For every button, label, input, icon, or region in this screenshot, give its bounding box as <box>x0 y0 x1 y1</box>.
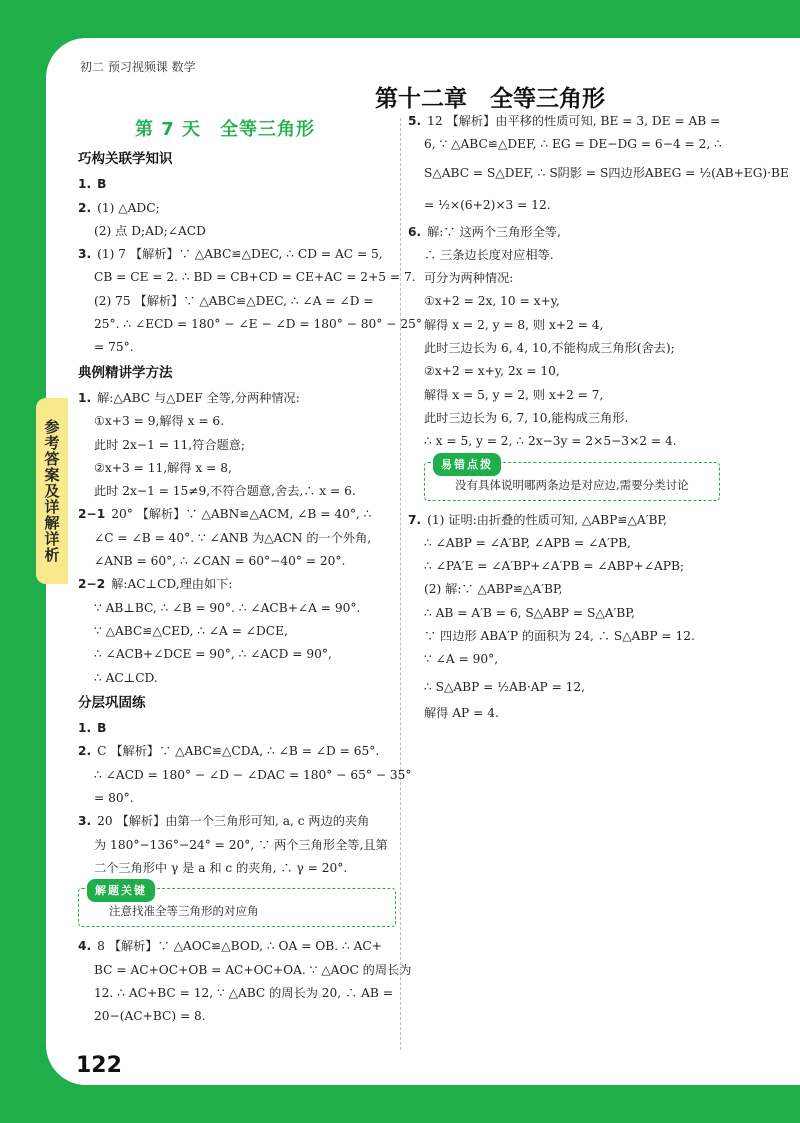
tip-text: 没有具体说明哪两条边是对应边,需要分类讨论 <box>455 477 689 492</box>
running-header: 初二 预习视频课 数学 <box>80 60 196 74</box>
answer-1: 1. B <box>78 177 107 192</box>
answer-5-line: = ½×(6+2)×3 = 12. <box>424 197 551 212</box>
answer-7-line: ∵ ∠A = 90°, <box>424 652 499 667</box>
example-1-line: ②x+3 = 11,解得 x = 8, <box>94 460 232 475</box>
answer-7-line: ∴ ∠PA′E = ∠A′BP+∠A′PB = ∠ABP+∠APB; <box>424 559 685 574</box>
example-2-2-line: ∵ AB⊥BC, ∴ ∠B = 90°. ∴ ∠ACB+∠A = 90°. <box>94 600 361 615</box>
tip-box-key <box>78 884 396 927</box>
answer-3-line: CB = CE = 2. ∴ BD = CB+CD = CE+AC = 2+5 = 7. <box>94 270 416 285</box>
tip-label: 解题关键 <box>87 879 155 902</box>
exercise-4-line: BC = AC+OC+OB = AC+OC+OA. ∵ △AOC 的周长为 <box>94 962 412 977</box>
answer-3-line: = 75°. <box>94 340 134 355</box>
answer-2-line: (2) 点 D;AD;∠ACD <box>94 223 206 238</box>
tip-text: 注意找准全等三角形的对应角 <box>109 904 259 919</box>
example-1-line: ①x+3 = 9,解得 x = 6. <box>94 414 225 429</box>
column-divider <box>400 118 401 1050</box>
tip-label: 易错点拨 <box>433 453 501 476</box>
example-2-1-line: ∠ANB = 60°, ∴ ∠CAN = 60°−40° = 20°. <box>94 554 346 569</box>
answer-3: 3. (1) 7 【解析】∵ △ABC≌△DEC, ∴ CD = AC = 5, <box>78 247 383 262</box>
exercise-1: 1. B <box>78 721 107 736</box>
answer-7-line: 解得 AP = 4. <box>424 705 499 720</box>
exercise-2-line: ∴ ∠ACD = 180° − ∠D − ∠DAC = 180° − 65° − 35° <box>94 767 412 782</box>
answer-6-line: ①x+2 = 2x, 10 = x+y, <box>424 294 560 309</box>
example-2-2-line: ∵ △ABC≌△CED, ∴ ∠A = ∠DCE, <box>94 623 288 638</box>
example-1: 1. 解:△ABC 与△DEF 全等,分两种情况: <box>78 390 300 405</box>
side-tab: 参考答案及详解详析 <box>36 398 68 584</box>
answer-7-line: ∴ AB = A′B = 6, S△ABP = S△A′BP, <box>424 605 635 620</box>
example-2-2-line: ∴ AC⊥CD. <box>94 670 158 685</box>
answer-3-line: (2) 75 【解析】∵ △ABC≌△DEC, ∴ ∠A = ∠D = <box>94 293 374 308</box>
example-2-2-line: ∴ ∠ACB+∠DCE = 90°, ∴ ∠ACD = 90°, <box>94 647 332 662</box>
answer-6-line: 此时三边长为 6, 7, 10,能构成三角形. <box>424 410 629 425</box>
exercise-3: 3. 20 【解析】由第一个三角形可知, a, c 两边的夹角 <box>78 814 370 829</box>
page-number: 122 <box>76 1053 122 1078</box>
example-2-1-line: ∠C = ∠B = 40°. ∵ ∠ANB 为△ACN 的一个外角, <box>94 530 372 545</box>
left-column <box>78 146 422 1028</box>
example-2-1: 2−1 20° 【解析】∵ △ABN≌△ACM, ∠B = 40°, ∴ <box>78 507 372 522</box>
chapter-title: 第十二章 全等三角形 <box>375 86 605 112</box>
answer-6-line: ∴ x = 5, y = 2, ∴ 2x−3y = 2×5−3×2 = 4. <box>424 434 677 449</box>
answer-7-line: (2) 解:∵ △ABP≌△A′BP, <box>424 582 563 597</box>
answer-3-line: 25°. ∴ ∠ECD = 180° − ∠E − ∠D = 180° − 80° − 25° <box>94 317 422 332</box>
section-heading: 分层巩固练 <box>78 694 146 711</box>
answer-6-line: ∴ 三条边长度对应相等. <box>424 247 554 262</box>
exercise-2: 2. C 【解析】∵ △ABC≌△CDA, ∴ ∠B = ∠D = 65°. <box>78 744 380 759</box>
example-1-line: 此时 2x−1 = 11,符合题意; <box>94 437 246 452</box>
answer-7-line: ∵ 四边形 ABA′P 的面积为 24, ∴ S△ABP = 12. <box>424 629 695 644</box>
answer-5-line: S△ABC = S△DEF, ∴ S阴影 = S四边形ABEG = ½(AB+EG)·BE <box>424 165 789 180</box>
answer-7-line: ∴ ∠ABP = ∠A′BP, ∠APB = ∠A′PB, <box>424 535 631 550</box>
answer-5: 5. 12 【解析】由平移的性质可知, BE = 3, DE = AB = <box>408 114 721 128</box>
answer-7: 7. (1) 证明:由折叠的性质可知, △ABP≌△A′BP, <box>408 512 668 527</box>
section-heading: 巧构关联学知识 <box>78 151 173 167</box>
example-2-2: 2−2 解:AC⊥CD,理由如下: <box>78 577 233 592</box>
answer-7-line: ∴ S△ABP = ½AB·AP = 12, <box>424 679 586 694</box>
tip-box-error <box>424 457 720 501</box>
section-heading: 典例精讲学方法 <box>78 364 173 381</box>
exercise-3-line: 为 180°−136°−24° = 20°, ∵ 两个三角形全等,且第 <box>94 837 388 852</box>
exercise-4-line: 20−(AC+BC) = 8. <box>94 1009 206 1024</box>
exercise-4-line: 12. ∴ AC+BC = 12, ∵ △ABC 的周长为 20, ∴ AB = <box>94 985 393 1000</box>
exercise-3-line: 二个三角形中 γ 是 a 和 c 的夹角, ∴ γ = 20°. <box>94 860 348 875</box>
day-title: 第 7 天 全等三角形 <box>135 119 316 140</box>
exercise-4: 4. 8 【解析】∵ △AOC≌△BOD, ∴ OA = OB. ∴ AC+ <box>78 939 382 954</box>
right-column <box>408 110 789 725</box>
answer-5-line: 6, ∵ △ABC≌△DEF, ∴ EG = DE−DG = 6−4 = 2, ∴ <box>424 137 722 152</box>
answer-6-line: ②x+2 = x+y, 2x = 10, <box>424 364 560 379</box>
answer-6-line: 此时三边长为 6, 4, 10,不能构成三角形(舍去); <box>424 341 675 356</box>
example-1-line: 此时 2x−1 = 15≠9,不符合题意,舍去,∴ x = 6. <box>94 484 356 499</box>
answer-2: 2. (1) △ADC; <box>78 200 160 215</box>
answer-6-line: 解得 x = 2, y = 8, 则 x+2 = 4, <box>424 317 604 332</box>
exercise-2-line: = 80°. <box>94 791 134 806</box>
answer-6-line: 可分为两种情况: <box>424 271 514 286</box>
answer-6: 6. 解:∵ 这两个三角形全等, <box>408 224 561 239</box>
answer-6-line: 解得 x = 5, y = 2, 则 x+2 = 7, <box>424 387 604 402</box>
